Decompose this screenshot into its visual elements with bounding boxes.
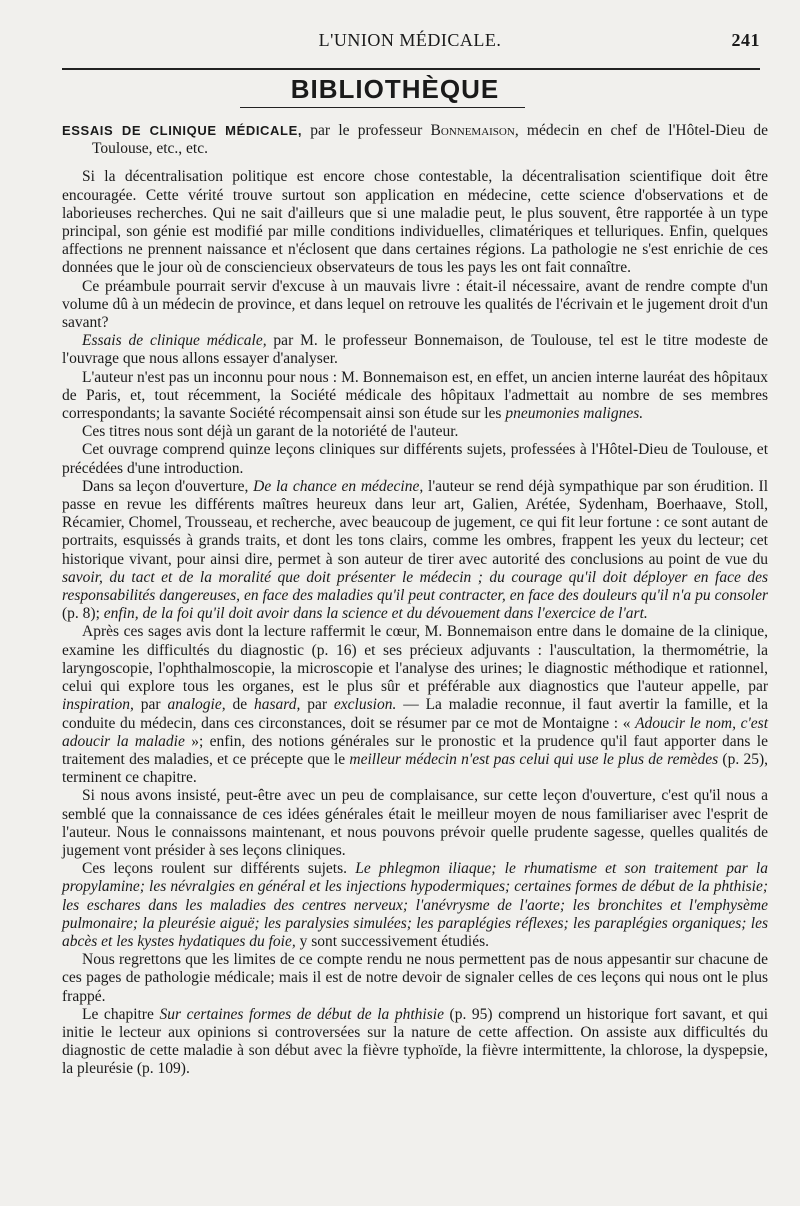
italic-text: savoir, du tact et de la moralité que doit présenter le médecin ; du courage qu'il doit déployer en face des responsabilités dangereuses, en face des maladies qu'il peut contracter, en face des douleurs qu'il n'a pu consoler [62, 568, 768, 605]
italic-text: Essais de clinique médicale, [82, 332, 267, 350]
book-author: Bonnemaison [430, 122, 515, 139]
paragraph [62, 168, 768, 277]
book-heading-text: , médecin en chef de l'Hôtel-Dieu de Toulouse, etc., etc. [92, 122, 768, 158]
italic-text: meilleur médecin n'est pas celui qui use le plus de remèdes [349, 750, 719, 768]
text-run: y sont successivement étudiés. [295, 932, 490, 950]
paragraph [62, 787, 768, 860]
paragraph [62, 623, 768, 787]
paragraph [62, 478, 768, 624]
paragraph-list [62, 168, 768, 1078]
italic-text: exclusion. [333, 696, 397, 714]
text-run: Après ces sages avis dont la lecture raffermit le cœur, M. Bonnemaison entre dans le domaine de la clinique, examine les difficultés du diagnostic (p. 16) et ses précieux adjuvants : l'auscultation, la thermométrie, la laryngoscopie, l'ophthalmoscopie, la microscopie et l'analyse des urines; le diagnostic méthodique et rationnel, celui qui explore tous les organes, est le plus sûr et préférable aux diagnostics que l'auteur appelle, par [62, 623, 768, 696]
running-title: L'UNION MÉDICALE. [318, 30, 502, 50]
text-run: Cet ouvrage comprend quinze leçons cliniques sur différents sujets, professées à l'Hôtel-Dieu de Toulouse, et précédées d'une introduction. [62, 441, 768, 477]
italic-text: analogie, [167, 696, 226, 714]
header-rule [62, 68, 760, 70]
text-run: (p. 8); [62, 605, 104, 623]
text-run: Ce préambule pourrait servir d'excuse à un mauvais livre : était-il nécessaire, avant de rendre compte d'un volume dû à un médecin de province, et dans lequel on retrouve les qualités de l'écrivain et le jugement droit d'un savant? [62, 277, 768, 332]
paragraph [62, 423, 768, 441]
page-number: 241 [731, 30, 760, 50]
text-run: de [225, 696, 254, 714]
text-run: Si la décentralisation politique est encore chose contestable, la décentralisation scientifique doit être encouragée. Cette vérité trouve surtout son application en médecine, cette science d'observations et de laborieuses recherches. Qui ne sait d'ailleurs que si une maladie peut, le plus souvent, être rapportée à un type principal, son génie est modifié par mille conditions individuelles, climatériques et telluriques. Enfin, quelques affections ne prennent naissance et n'éclosent que dans certaines régions. La pathologie ne s'est enrichie de ces données que le jour où de consciencieux observateurs de tous les pays les ont fait connaître. [62, 168, 768, 277]
italic-text: De la chance en médecine, [253, 477, 424, 495]
italic-text: Sur certaines formes de début de la phthisie [159, 1005, 444, 1023]
text-run: par [300, 696, 334, 714]
text-run: »; enfin, des notions générales sur le pronostic et la prudence qu'il faut apporter dans le traitement des maladies, et ce précepte que le [62, 732, 768, 768]
text-run: Si nous avons insisté, peut-être avec un peu de complaisance, sur cette leçon d'ouverture, c'est qu'il nous a semblé que la connaissance de ces idées générales était le meilleur moyen de nous familiariser avec l'esprit de l'auteur. Nous le connaissons maintenant, et nous pouvons prévoir quelle prudente sagesse, quelles qualités de jugement vont présider à ses leçons cliniques. [62, 787, 768, 859]
text-run: (p. 95) comprend un historique fort savant, et qui initie le lecteur aux opinions si controversées sur la nature de cette affection. On assiste aux difficultés du diagnostic de cette maladie à son début avec la fièvre typhoïde, la fièvre intermittente, la chlorose, la dyspepsie, la pleurésie (p. 109). [62, 1005, 769, 1078]
italic-text: hasard, [253, 696, 301, 714]
book-title: ESSAIS DE CLINIQUE MÉDICALE, [62, 123, 303, 138]
section-title: BIBLIOTHÈQUE [290, 74, 500, 104]
paragraph [62, 332, 768, 368]
italic-text: Le phlegmon iliaque; le rhumatisme et son traitement par la propylamine; les névralgies en général et les injections hypodermiques; certaines formes de début de la phthisie; les eschares dans les maladies des centres nerveux; l'anévrysme de l'aorte; les bronchites et l'emphysème pulmonaire; la pleurésie aiguë; les paralysies simulées; les paraplégies réflexes; les paraplégies organiques; les abcès et les kystes hydatiques du foie, [62, 860, 768, 950]
text-run: Ces titres nous sont déjà un garant de la notoriété de l'auteur. [82, 423, 459, 441]
italic-text: Adoucir le nom, c'est adoucir la maladie [62, 714, 769, 750]
text-run: par M. le professeur Bonnemaison, de Toulouse, tel est le titre modeste de l'ouvrage que nous allons essayer d'analyser. [62, 332, 769, 368]
article-body [62, 122, 768, 1079]
text-run: — La maladie reconnue, il faut avertir la famille, et la conduite du médecin, dans ces circonstances, doit se résumer par ce mot de Montaigne : « [62, 696, 768, 732]
italic-text: pneumonies malignes. [505, 405, 644, 423]
text-run: Le chapitre [82, 1005, 160, 1023]
section-title-rule [240, 107, 525, 108]
text-run: (p. 25), terminent ce chapitre. [62, 750, 768, 787]
paragraph [62, 369, 768, 424]
paragraph [62, 441, 768, 477]
running-head [60, 30, 760, 58]
book-heading [62, 122, 768, 158]
book-heading-text: par le professeur [302, 122, 431, 139]
text-run: l'auteur se rend déjà sympathique par son érudition. Il passe en revue les différents maîtres heureux dans leur art, Galien, Arétée, Sydenham, Boerhaave, Stoll, Récamier, Chomel, Trousseau, et recherche, avec beaucoup de jugement, ce qui fit leur fortune : ce sont autant de portraits, esquissés à grands traits, et dont les tons clairs, comme les ombres, frappent les yeux du lecteur; cet historique vivant, pour ainsi dire, permet à son auteur de tirer avec autorité des conclusions au point de vue du [62, 477, 768, 568]
paragraph [62, 860, 768, 951]
italic-text: enfin, de la foi qu'il doit avoir dans la science et du dévouement dans l'exercice de l'art. [103, 605, 648, 623]
text-run: L'auteur n'est pas un inconnu pour nous : M. Bonnemaison est, en effet, un ancien interne lauréat des hôpitaux de Paris, et, tout récemment, la Société médicale des hôpitaux l'admettait au nombre de ses membres correspondants; la savante Société récompensait ainsi son étude sur les [62, 368, 768, 423]
text-run: Dans sa leçon d'ouverture, [82, 477, 254, 495]
text-run: par [133, 696, 168, 714]
paragraph [62, 1006, 768, 1079]
paragraph [62, 278, 768, 333]
text-run: Ces leçons roulent sur différents sujets. [82, 860, 356, 878]
paragraph [62, 951, 768, 1006]
italic-text: inspiration, [62, 696, 134, 714]
text-run: Nous regrettons que les limites de ce compte rendu ne nous permettent pas de nous appesantir sur chacune de ces pages de pathologie médicale; mais il est de notre devoir de signaler celles de ces leçons qui nous ont le plus frappé. [62, 951, 768, 1005]
